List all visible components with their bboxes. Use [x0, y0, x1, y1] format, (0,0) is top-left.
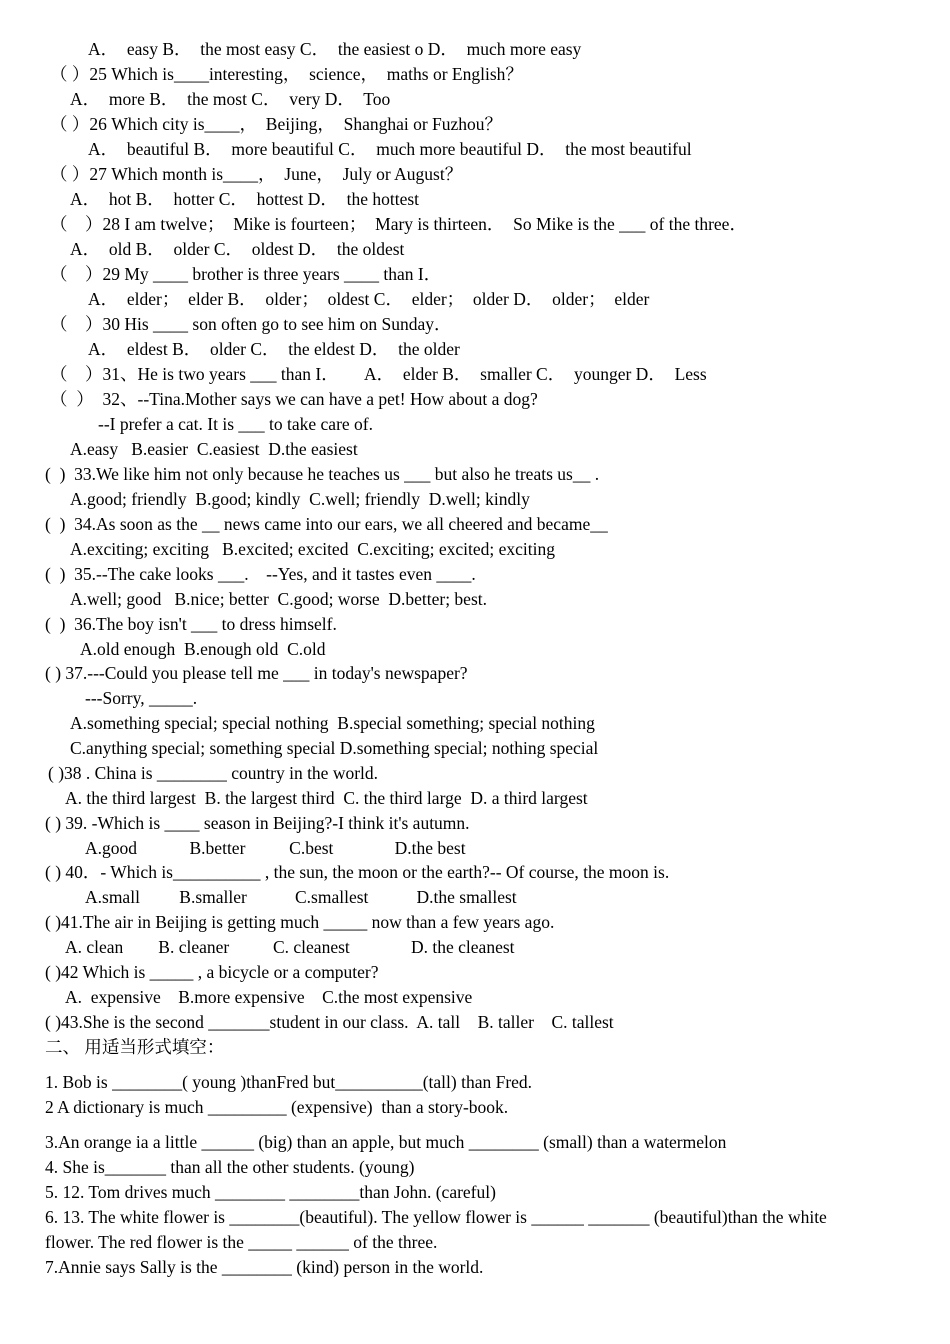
q28-stem: （ ）28 I am twelve； Mike is fourteen； Mary is thirteen． So Mike is the ___ of the three．: [50, 214, 747, 234]
q40-stem: ( ) 40．- Which is__________ , the sun, the moon or the earth?-- Of course, the moon is.: [45, 862, 670, 882]
q32-options: A.easy B.easier C.easiest D.the easiest: [70, 439, 358, 459]
q30-options: A． eldest B． older C． the eldest D． the older: [88, 339, 460, 359]
q36-options: A.old enough B.enough old C.old: [80, 639, 326, 659]
q38-options: A. the third largest B. the largest third C. the third large D. a third largest: [65, 788, 588, 808]
q29-stem: （ ）29 My ____ brother is three years ____ than I．: [50, 264, 442, 284]
q41-options: A. clean B. cleaner C. cleanest D. the cleanest: [65, 937, 515, 957]
q35-stem: ( ) 35.--The cake looks ___. --Yes, and it tastes even ____.: [45, 564, 476, 584]
q32-reply: --I prefer a cat. It is ___ to take care of.: [98, 414, 373, 434]
q39-options: A.good B.better C.best D.the best: [85, 838, 466, 858]
q26-stem: （ ）26 Which city is____， Beijing， Shanghai or Fuzhou？: [50, 114, 503, 134]
q34-stem: ( ) 34.As soon as the __ news came into our ears, we all cheered and became__: [45, 514, 608, 534]
q37-options-b: C.anything special; something special D.something special; nothing special: [70, 738, 599, 758]
fill-1: 1. Bob is ________( young )thanFred but__________(tall) than Fred.: [45, 1072, 533, 1092]
q26-options: A． beautiful B． more beautiful C． much more beautiful D． the most beautiful: [88, 139, 692, 159]
fill-5: 5. 12. Tom drives much ________ ________than John. (careful): [45, 1182, 496, 1202]
q33-options: A.good; friendly B.good; kindly C.well; friendly D.well; kindly: [70, 489, 530, 509]
fill-3: 3.An orange ia a little ______ (big) than an apple, but much ________ (small) than a watermelon: [45, 1132, 727, 1152]
q35-options: A.well; good B.nice; better C.good; worse D.better; best.: [70, 589, 488, 609]
fill-4: 4. She is_______ than all the other students. (young): [45, 1157, 415, 1177]
section-two-heading: 二、 用适当形式填空：: [45, 1037, 225, 1057]
q37-reply: ---Sorry, _____.: [85, 688, 198, 708]
q25-stem: （ ）25 Which is____interesting， science， maths or English？: [50, 64, 523, 84]
q33-stem: ( ) 33.We like him not only because he teaches us ___ but also he treats us__ .: [45, 464, 600, 484]
q42-options: A. expensive B.more expensive C.the most expensive: [65, 987, 473, 1007]
q43-stem: ( )43.She is the second _______student in our class. A. tall B. taller C. tallest: [45, 1012, 614, 1032]
q27-options: A． hot B． hotter C． hottest D． the hottest: [70, 189, 420, 209]
q38-stem: ( )38 . China is ________ country in the world.: [48, 763, 379, 783]
q28-options: A． old B． older C． oldest D． the oldest: [70, 239, 405, 259]
q32-stem: （ ） 32、--Tina.Mother says we can have a pet! How about a dog?: [50, 389, 538, 409]
q30-stem: （ ）30 His ____ son often go to see him on Sunday．: [50, 314, 452, 334]
q37-options-a: A.something special; special nothing B.special something; special nothing: [70, 713, 595, 733]
q27-stem: （ ）27 Which month is____， June， July or August？: [50, 164, 463, 184]
q34-options: A.exciting; exciting B.excited; excited C.exciting; excited; exciting: [70, 539, 555, 559]
q25-options: A． more B． the most C． very D． Too: [70, 89, 391, 109]
q29-options: A． elder； elder B． older； oldest C． elder； older D． older； elder: [88, 289, 650, 309]
fill-7: 7.Annie says Sally is the ________ (kind) person in the world.: [45, 1257, 484, 1277]
q37-stem: ( ) 37.---Could you please tell me ___ in today's newspaper?: [45, 663, 468, 683]
q41-stem: ( )41.The air in Beijing is getting much _____ now than a few years ago.: [45, 912, 555, 932]
q39-stem: ( ) 39. -Which is ____ season in Beijing?-I think it's autumn.: [45, 813, 470, 833]
fill-6: 6. 13. The white flower is ________(beautiful). The yellow flower is ______ _______ (beautiful)than the white: [45, 1207, 827, 1227]
fill-6-continued: flower. The red flower is the _____ ______ of the three.: [45, 1232, 438, 1252]
fill-2: 2 A dictionary is much _________ (expensive) than a story-book.: [45, 1097, 509, 1117]
q42-stem: ( )42 Which is _____ , a bicycle or a computer?: [45, 962, 379, 982]
q31-stem: （ ）31、He is two years ___ than I． A． elder B． smaller C． younger D． Less: [50, 364, 707, 384]
q24-options: A． easy B． the most easy C． the easiest o D． much more easy: [88, 39, 582, 59]
q36-stem: ( ) 36.The boy isn't ___ to dress himself.: [45, 614, 337, 634]
q40-options: A.small B.smaller C.smallest D.the smallest: [85, 887, 517, 907]
